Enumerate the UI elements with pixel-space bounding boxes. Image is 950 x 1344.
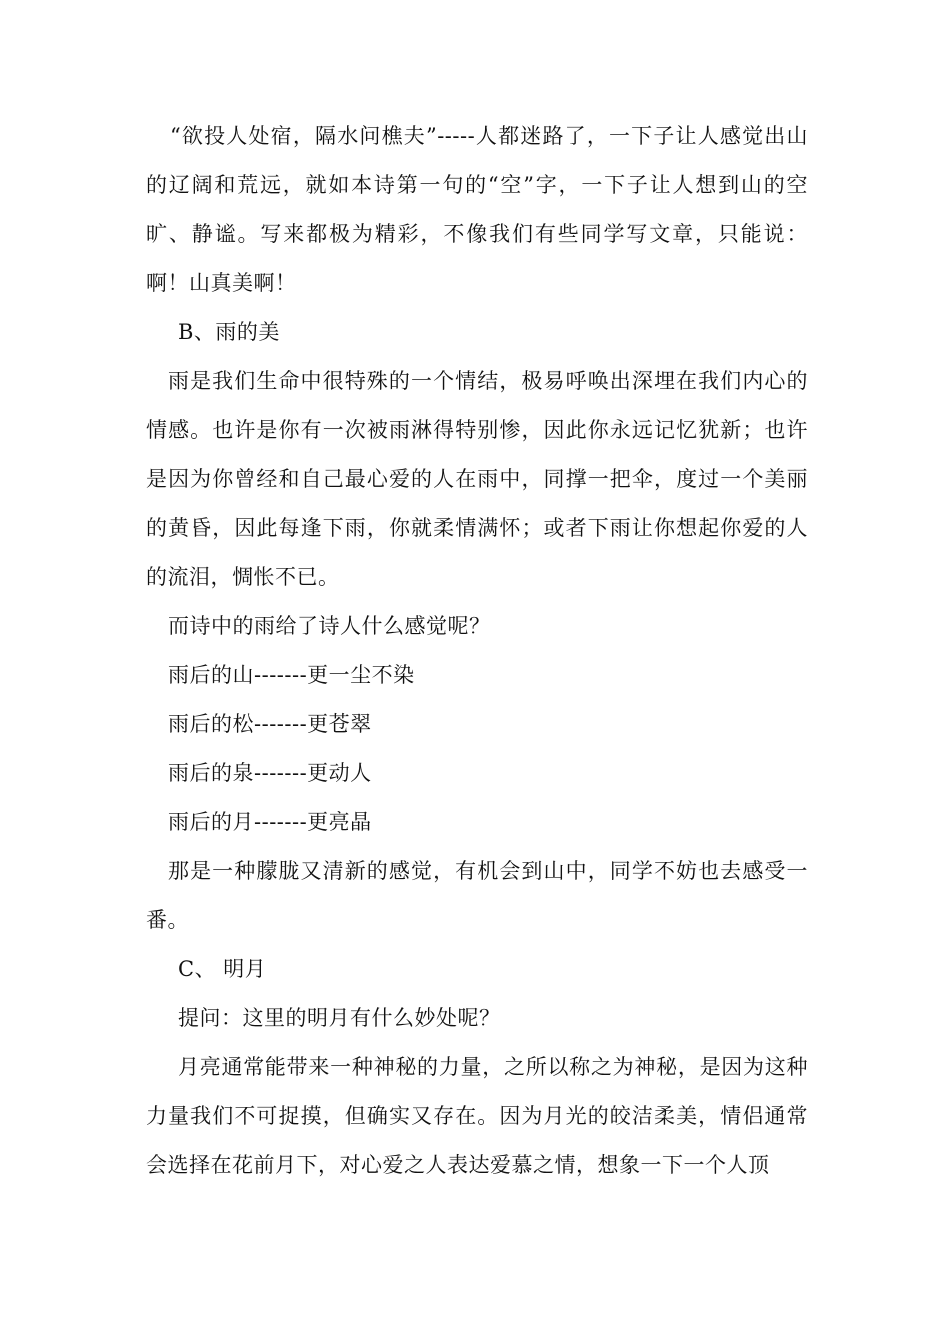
section-heading-rain: B、雨的美 [178,320,280,344]
paragraph-moon-mystery: 月亮通常能带来一种神秘的力量，之所以称之为神秘，是因为这种力量我们不可捉摸，但确实又存在。因为月光的皎洁柔美，情侣通常会选择在花前月下，对心爱之人表达爱慕之情，想象一下一个人顶 [146,1055,808,1177]
list-item-rain-pine: 雨后的松-------更苍翠 [168,712,372,736]
paragraph-rain-question: 而诗中的雨给了诗人什么感觉呢？ [168,614,491,638]
paragraph-rain-feeling: 那是一种朦胧又清新的感觉，有机会到山中，同学不妨也去感受一番。 [146,859,808,932]
paragraph-moon-question: 提问：这里的明月有什么妙处呢？ [178,1006,501,1030]
section-heading-moon: C、 明月 [178,957,267,981]
paragraph-rain-emotion: 雨是我们生命中很特殊的一个情结，极易呼唤出深埋在我们内心的情感。也许是你有一次被雨淋得特别惨，因此你永远记忆犹新；也许是因为你曾经和自己最心爱的人在雨中，同撑一把伞，度过一个美丽的黄昏，因此每逢下雨，你就柔情满怀；或者下雨让你想起你爱的人的流泪，惆怅不已。 [146,369,808,589]
list-item-rain-moon: 雨后的月-------更亮晶 [168,810,372,834]
list-item-rain-spring: 雨后的泉-------更动人 [168,761,372,785]
paragraph-mountain-vastness: “欲投人处宿，隔水问樵夫”-----人都迷路了，一下子让人感觉出山的辽阔和荒远，就如本诗第一句的“空”字，一下子让人想到山的空旷、静谧。写来都极为精彩，不像我们有些同学写文章，只能说：啊！山真美啊！ [146,124,808,295]
document-body [146,112,808,1190]
list-item-rain-mountain: 雨后的山-------更一尘不染 [168,663,415,687]
